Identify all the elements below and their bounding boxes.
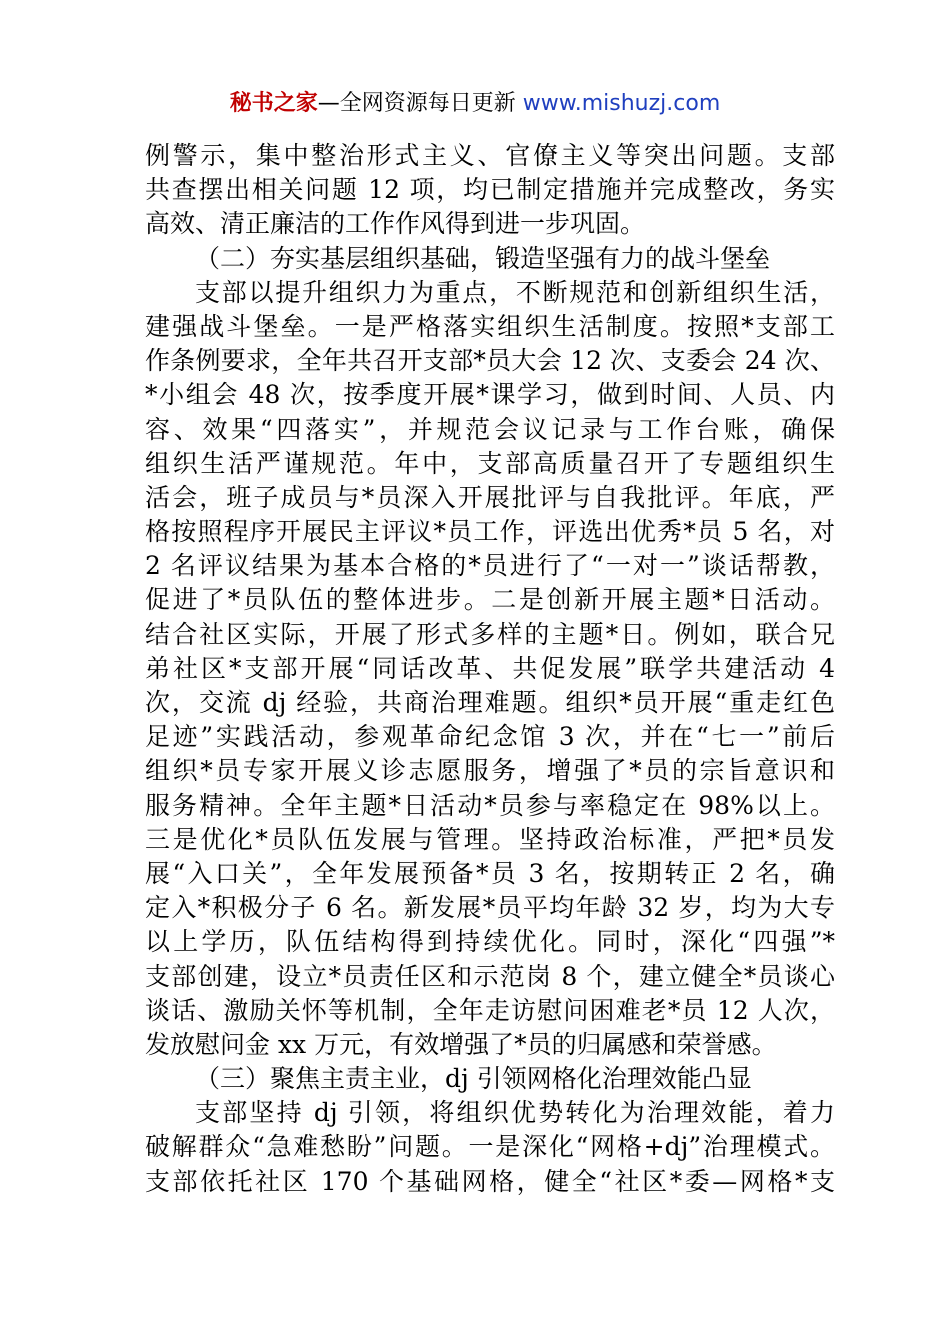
body-text-line: 展“入口关”，全年发展预备*员 3 名，按期转正 2 名，确: [145, 858, 835, 888]
body-text-line: 支部坚持 dj 引领，将组织优势转化为治理效能，着力: [195, 1098, 835, 1128]
body-text-line: 支部以提升组织力为重点，不断规范和创新组织生活，: [195, 277, 835, 307]
body-text-line: 谈话、激励关怀等机制，全年走访慰问困难老*员 12 人次，: [145, 995, 835, 1025]
body-text-line: 容、效果“四落实”，并规范会议记录与工作台账，确保: [145, 414, 835, 444]
site-brand: 秘书之家: [229, 91, 318, 116]
body-text-line: 支部创建，设立*员责任区和示范岗 8 个，建立健全*员谈心: [145, 961, 835, 991]
body-text-line: 作条例要求，全年共召开支部*员大会 12 次、支委会 24 次、: [145, 346, 835, 376]
body-text-line: 结合社区实际，开展了形式多样的主题*日。例如，联合兄: [145, 619, 835, 649]
body-text-line: 弟社区*支部开展“同话改革、共促发展”联学共建活动 4: [145, 653, 835, 683]
body-text-line: 足迹”实践活动，参观革命纪念馆 3 次，并在“七一”前后: [145, 722, 835, 752]
body-text-line: 2 名评议结果为基本合格的*员进行了“一对一”谈话帮教，: [145, 551, 835, 581]
body-text-line: 例警示，集中整治形式主义、官僚主义等突出问题。支部: [145, 141, 835, 170]
body-text-line: 活会，班子成员与*员深入开展批评与自我批评。年底，严: [145, 482, 835, 512]
body-text-line: 建强战斗堡垒。一是严格落实组织生活制度。按照*支部工: [145, 311, 835, 341]
body-text-line: 促进了*员队伍的整体进步。二是创新开展主题*日活动。: [145, 585, 835, 615]
body-text-line: 定入*积极分子 6 名。新发展*员平均年龄 32 岁，均为大专: [145, 893, 835, 923]
site-url-link[interactable]: www.mishuzj.com: [522, 91, 721, 116]
document-body: [145, 139, 835, 1199]
body-text-line: 服务精神。全年主题*日活动*员参与率稳定在 98%以上。: [145, 790, 835, 820]
body-text-line: 共查摆出相关问题 12 项，均已制定措施并完成整改，务实: [145, 175, 835, 205]
body-text-line: 格按照程序开展民主评议*员工作，评选出优秀*员 5 名，对: [145, 517, 835, 547]
body-text-line: 组织生活严谨规范。年中，支部高质量召开了专题组织生: [145, 448, 835, 478]
body-text-line: 支部依托社区 170 个基础网格，健全“社区*委—网格*支: [145, 1166, 835, 1196]
body-text-line: 次，交流 dj 经验，共商治理难题。组织*员开展“重走红色: [145, 688, 835, 717]
body-text-line: 组织*员专家开展义诊志愿服务，增强了*员的宗旨意识和: [145, 756, 835, 786]
body-text-line: 高效、清正廉洁的工作作风得到进一步巩固。: [145, 209, 646, 239]
body-text-line: 三是优化*员队伍发展与管理。坚持政治标准，严把*员发: [145, 824, 835, 854]
site-header: [0, 88, 950, 120]
body-text-line: 发放慰问金 xx 万元，有效增强了*员的归属感和荣誉感。: [145, 1029, 777, 1059]
section-heading-line: （三）聚焦主责主业，dj 引领网格化治理效能凸显: [195, 1064, 752, 1094]
section-heading-line: （二）夯实基层组织基础，锻造坚强有力的战斗堡垒: [195, 243, 771, 273]
body-text-line: *小组会 48 次，按季度开展*课学习，做到时间、人员、内: [145, 380, 835, 410]
site-tagline: —全网资源每日更新: [317, 91, 523, 116]
body-text-line: 破解群众“急难愁盼”问题。一是深化“网格+dj”治理模式。: [145, 1132, 835, 1162]
body-text-line: 以上学历，队伍结构得到持续优化。同时，深化“四强”*: [145, 927, 835, 957]
